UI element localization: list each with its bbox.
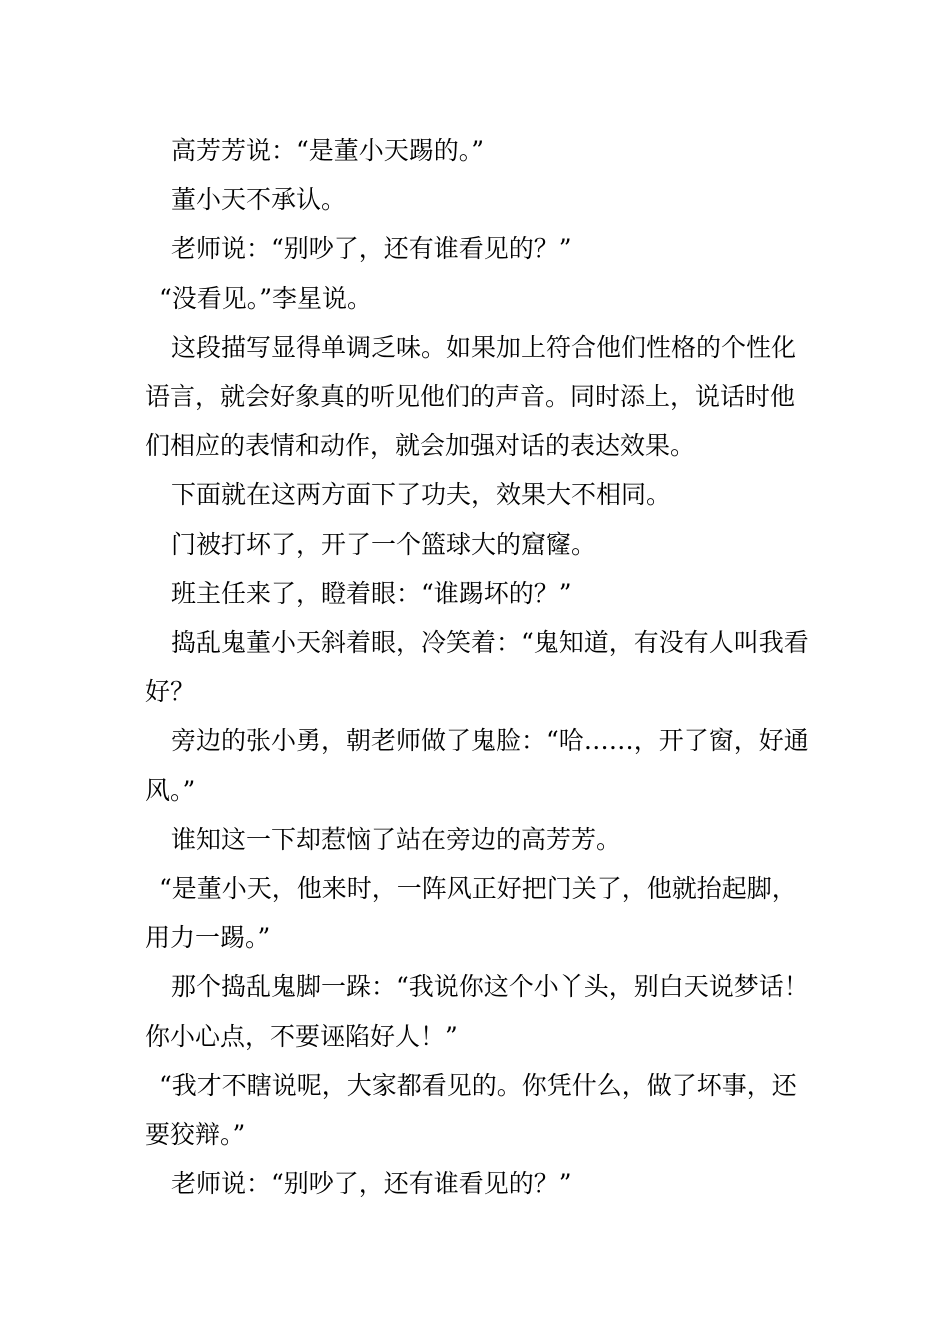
paragraph: 旁边的张小勇，朝老师做了鬼脸：“哈……，开了窗，好通风。” [145,726,809,805]
paragraph: 班主任来了，瞪着眼：“谁踢坏的？” [171,578,572,608]
paragraph: 下面就在这两方面下了功夫，效果大不相同。 [171,480,672,510]
paragraph: 老师说：“别吵了，还有谁看见的？” [171,234,572,264]
paragraph: 谁知这一下却惹恼了站在旁边的高芳芳。 [171,824,622,854]
paragraph: 门被打坏了，开了一个篮球大的窟窿。 [171,529,597,559]
paragraph: 捣乱鬼董小天斜着眼，冷笑着：“鬼知道，有没有人叫我看好？ [145,628,809,707]
paragraph: 这段描写显得单调乏味。如果加上符合他们性格的个性化语言，就会好象真的听见他们的声音。同时添上，说话时他们相应的表情和动作，就会加强对话的表达效果。 [145,332,797,461]
document-body [145,126,815,1208]
paragraph: “是董小天，他来时，一阵风正好把门关了，他就抬起脚，用力一踢。” [145,874,797,953]
paragraph: “我才不瞎说呢，大家都看见的。你凭什么，做了坏事，还要狡辩。” [145,1070,797,1150]
paragraph: 那个捣乱鬼脚一跺：“我说你这个小丫头，别白天说梦话！你小心点，不要诬陷好人！” [145,972,809,1051]
paragraph: 老师说：“别吵了，还有谁看见的？” [171,1169,572,1199]
paragraph: “没看见。”李星说。 [159,283,373,313]
paragraph: 高芳芳说：“是董小天踢的。” [171,136,485,165]
paragraph: 董小天不承认。 [171,185,347,215]
